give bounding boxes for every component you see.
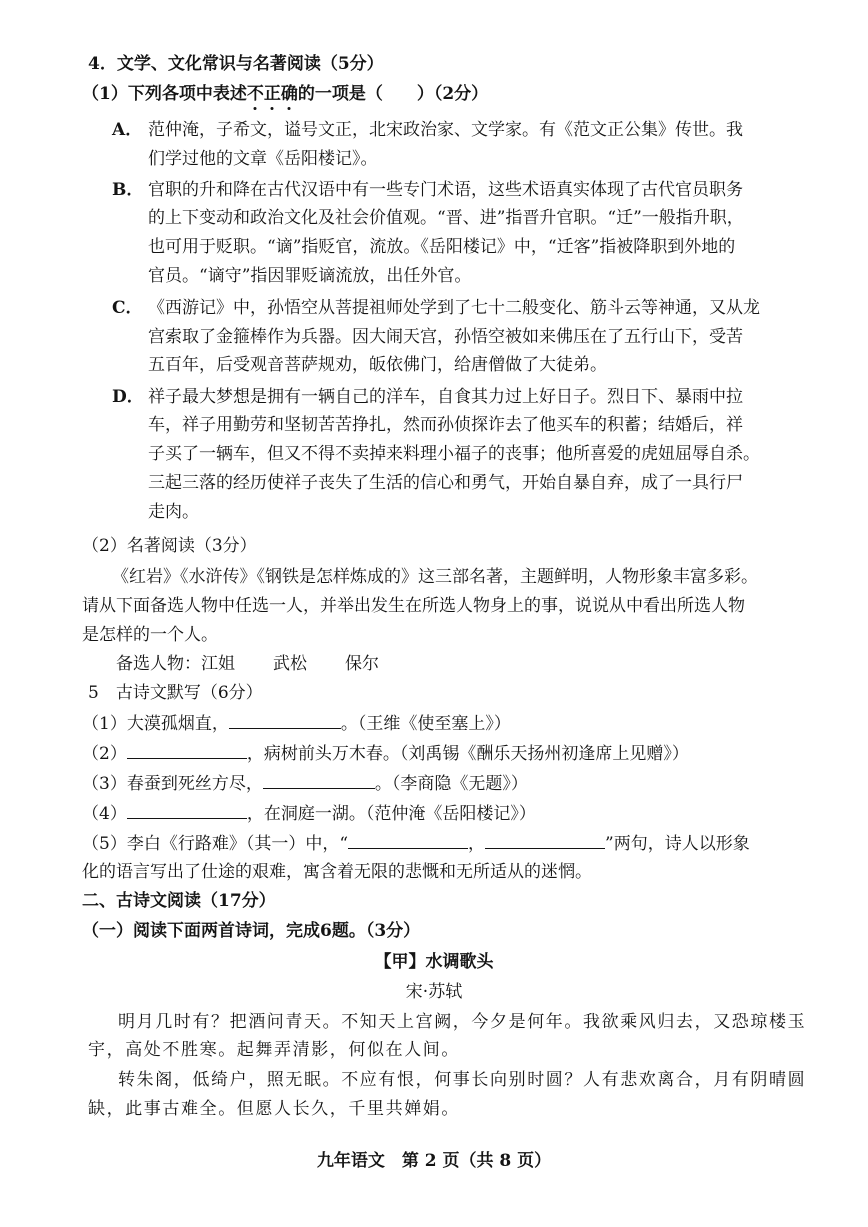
option-c-cont: 五百年，后受观音菩萨规劝，皈依佛门，给唐僧做了大徒弟。	[148, 355, 607, 375]
poem-line: 转朱阁，低绮户，照无眠。不应有恨，何事长向别时圆？人有悲欢离合，月有阴晴圆	[118, 1070, 807, 1090]
candidate-item: 江姐	[201, 654, 235, 674]
item-text: ，在洞庭一湖。（范仲淹《岳阳楼记》）	[246, 804, 536, 824]
recitation-item-1	[82, 710, 511, 736]
option-a-cont: 们学过他的文章《岳阳楼记》。	[148, 149, 378, 169]
item-text: 春蚕到死丝方尽，	[126, 774, 263, 794]
answer-blank[interactable]	[127, 740, 247, 759]
option-b-cont: 也可用于贬职。“谪”指贬官，流放。《岳阳楼记》中，“迁客”指被降职到外地的	[148, 237, 736, 257]
poem-line: 明月几时有？把酒问青天。不知天上宫阙，今夕是何年。我欲乘风归去，又恐琼楼玉	[118, 1012, 807, 1032]
option-b-cont: 官员。“谪守”指因罪贬谪流放，出任外官。	[148, 266, 472, 286]
answer-blank[interactable]	[263, 770, 375, 789]
option-text: 范仲淹，子希文，谥号文正，北宋政治家、文学家。有《范文正公集》传世。我	[148, 120, 743, 140]
candidate-list	[116, 652, 379, 676]
answer-blank[interactable]	[127, 800, 247, 819]
option-label: A．	[112, 120, 143, 140]
recitation-item-2	[82, 740, 689, 766]
item-text: 大漠孤烟直，	[126, 714, 229, 734]
option-c	[112, 296, 760, 320]
recitation-item-5-cont: 化的语言写出了仕途的艰难，寓含着无限的悲慨和无所适从的迷惘。	[82, 862, 592, 882]
item-text: ，	[468, 834, 486, 854]
page-footer: 九年语文 第 2 页（共 8 页）	[316, 1151, 552, 1171]
item-text: 。（王维《使至塞上》）	[340, 714, 511, 734]
item-number: （1）	[82, 714, 127, 734]
recitation-item-3	[82, 770, 528, 796]
answer-blank[interactable]	[485, 830, 605, 849]
candidate-item: 保尔	[345, 654, 379, 674]
option-b-cont: 的上下变动和政治文化及社会价值观。“晋、进”指晋升官职。“迁”一般指升职，	[148, 208, 744, 228]
item-text: ”两句，诗人以形象	[605, 834, 750, 854]
option-a	[112, 118, 743, 142]
poem-title: 【甲】水调歌头	[374, 952, 494, 972]
item-number: （4）	[82, 804, 127, 824]
option-d-cont: 走肉。	[148, 502, 199, 522]
question-2-text: 《红岩》《水浒传》《钢铁是怎样炼成的》这三部名著，主题鲜明，人物形象丰富多彩。	[112, 567, 758, 587]
emphasis-char: 正	[263, 84, 281, 104]
item-number: （3）	[82, 774, 127, 794]
section-5-heading: 5 古诗文默写（6分）	[88, 683, 263, 703]
recitation-item-5	[82, 830, 750, 856]
option-b	[112, 178, 743, 202]
item-number: （2）	[82, 744, 127, 764]
q1-stem-post: 的一项是（ ）（2分）	[297, 84, 489, 104]
option-label: C．	[112, 298, 143, 318]
option-text: 祥子最大梦想是拥有一辆自己的洋车，自食其力过上好日子。烈日下、暴雨中拉	[148, 387, 743, 407]
q1-stem-pre: （1）下列各项中表述	[82, 84, 247, 104]
option-d-cont: 子买了一辆车，但又不得不卖掉来料理小福子的丧事；他所喜爱的虎妞屈辱自杀。	[148, 444, 760, 464]
poem-line: 缺，此事古难全。但愿人长久，千里共婵娟。	[88, 1099, 460, 1119]
poem-line: 宇，高处不胜寒。起舞弄清影，何似在人间。	[88, 1040, 460, 1060]
item-text: （5）李白《行路难》（其一）中，“	[82, 834, 349, 854]
recitation-item-4	[82, 800, 536, 826]
option-text: 《西游记》中，孙悟空从菩提祖师处学到了七十二般变化、筋斗云等神通，又从龙	[148, 298, 760, 318]
option-d	[112, 385, 743, 409]
emphasis-char: 确	[280, 84, 298, 104]
poem-author: 宋·苏轼	[405, 982, 463, 1002]
option-d-cont: 车，祥子用勤劳和坚韧苦苦挣扎，然而孙侦探诈去了他买车的积蓄；结婚后，祥	[148, 415, 743, 435]
option-c-cont: 宫索取了金箍棒作为兵器。因大闹天宫，孙悟空被如来佛压在了五行山下，受苦	[148, 327, 743, 347]
item-text: ，病树前头万木春。（刘禹锡《酬乐天扬州初逢席上见赠》）	[246, 744, 689, 764]
question-2-text: 是怎样的一个人。	[82, 625, 218, 645]
answer-blank[interactable]	[229, 710, 341, 729]
part-2-subheading: （一）阅读下面两首诗词，完成6题。（3分）	[82, 921, 421, 941]
candidate-item: 武松	[273, 654, 307, 674]
part-2-heading: 二、古诗文阅读（17分）	[82, 891, 276, 911]
question-2-heading: （2）名著阅读（3分）	[82, 536, 257, 556]
answer-blank[interactable]	[348, 830, 468, 849]
option-label: B．	[112, 180, 144, 200]
candidate-label: 备选人物：	[116, 654, 201, 674]
question-2-text: 请从下面备选人物中任选一人，并举出发生在所选人物身上的事，说说从中看出所选人物	[82, 596, 745, 616]
option-label: D．	[112, 387, 144, 407]
question-1-stem	[82, 82, 488, 106]
section-4-heading: 4．文学、文化常识与名著阅读（5分）	[88, 54, 384, 74]
item-text: 。（李商隐《无题》）	[374, 774, 528, 794]
option-text: 官职的升和降在古代汉语中有一些专门术语，这些术语真实体现了古代官员职务	[148, 180, 743, 200]
option-d-cont: 三起三落的经历使祥子丧失了生活的信心和勇气，开始自暴自弃，成了一具行尸	[148, 473, 743, 493]
emphasis-char: 不	[246, 84, 264, 104]
